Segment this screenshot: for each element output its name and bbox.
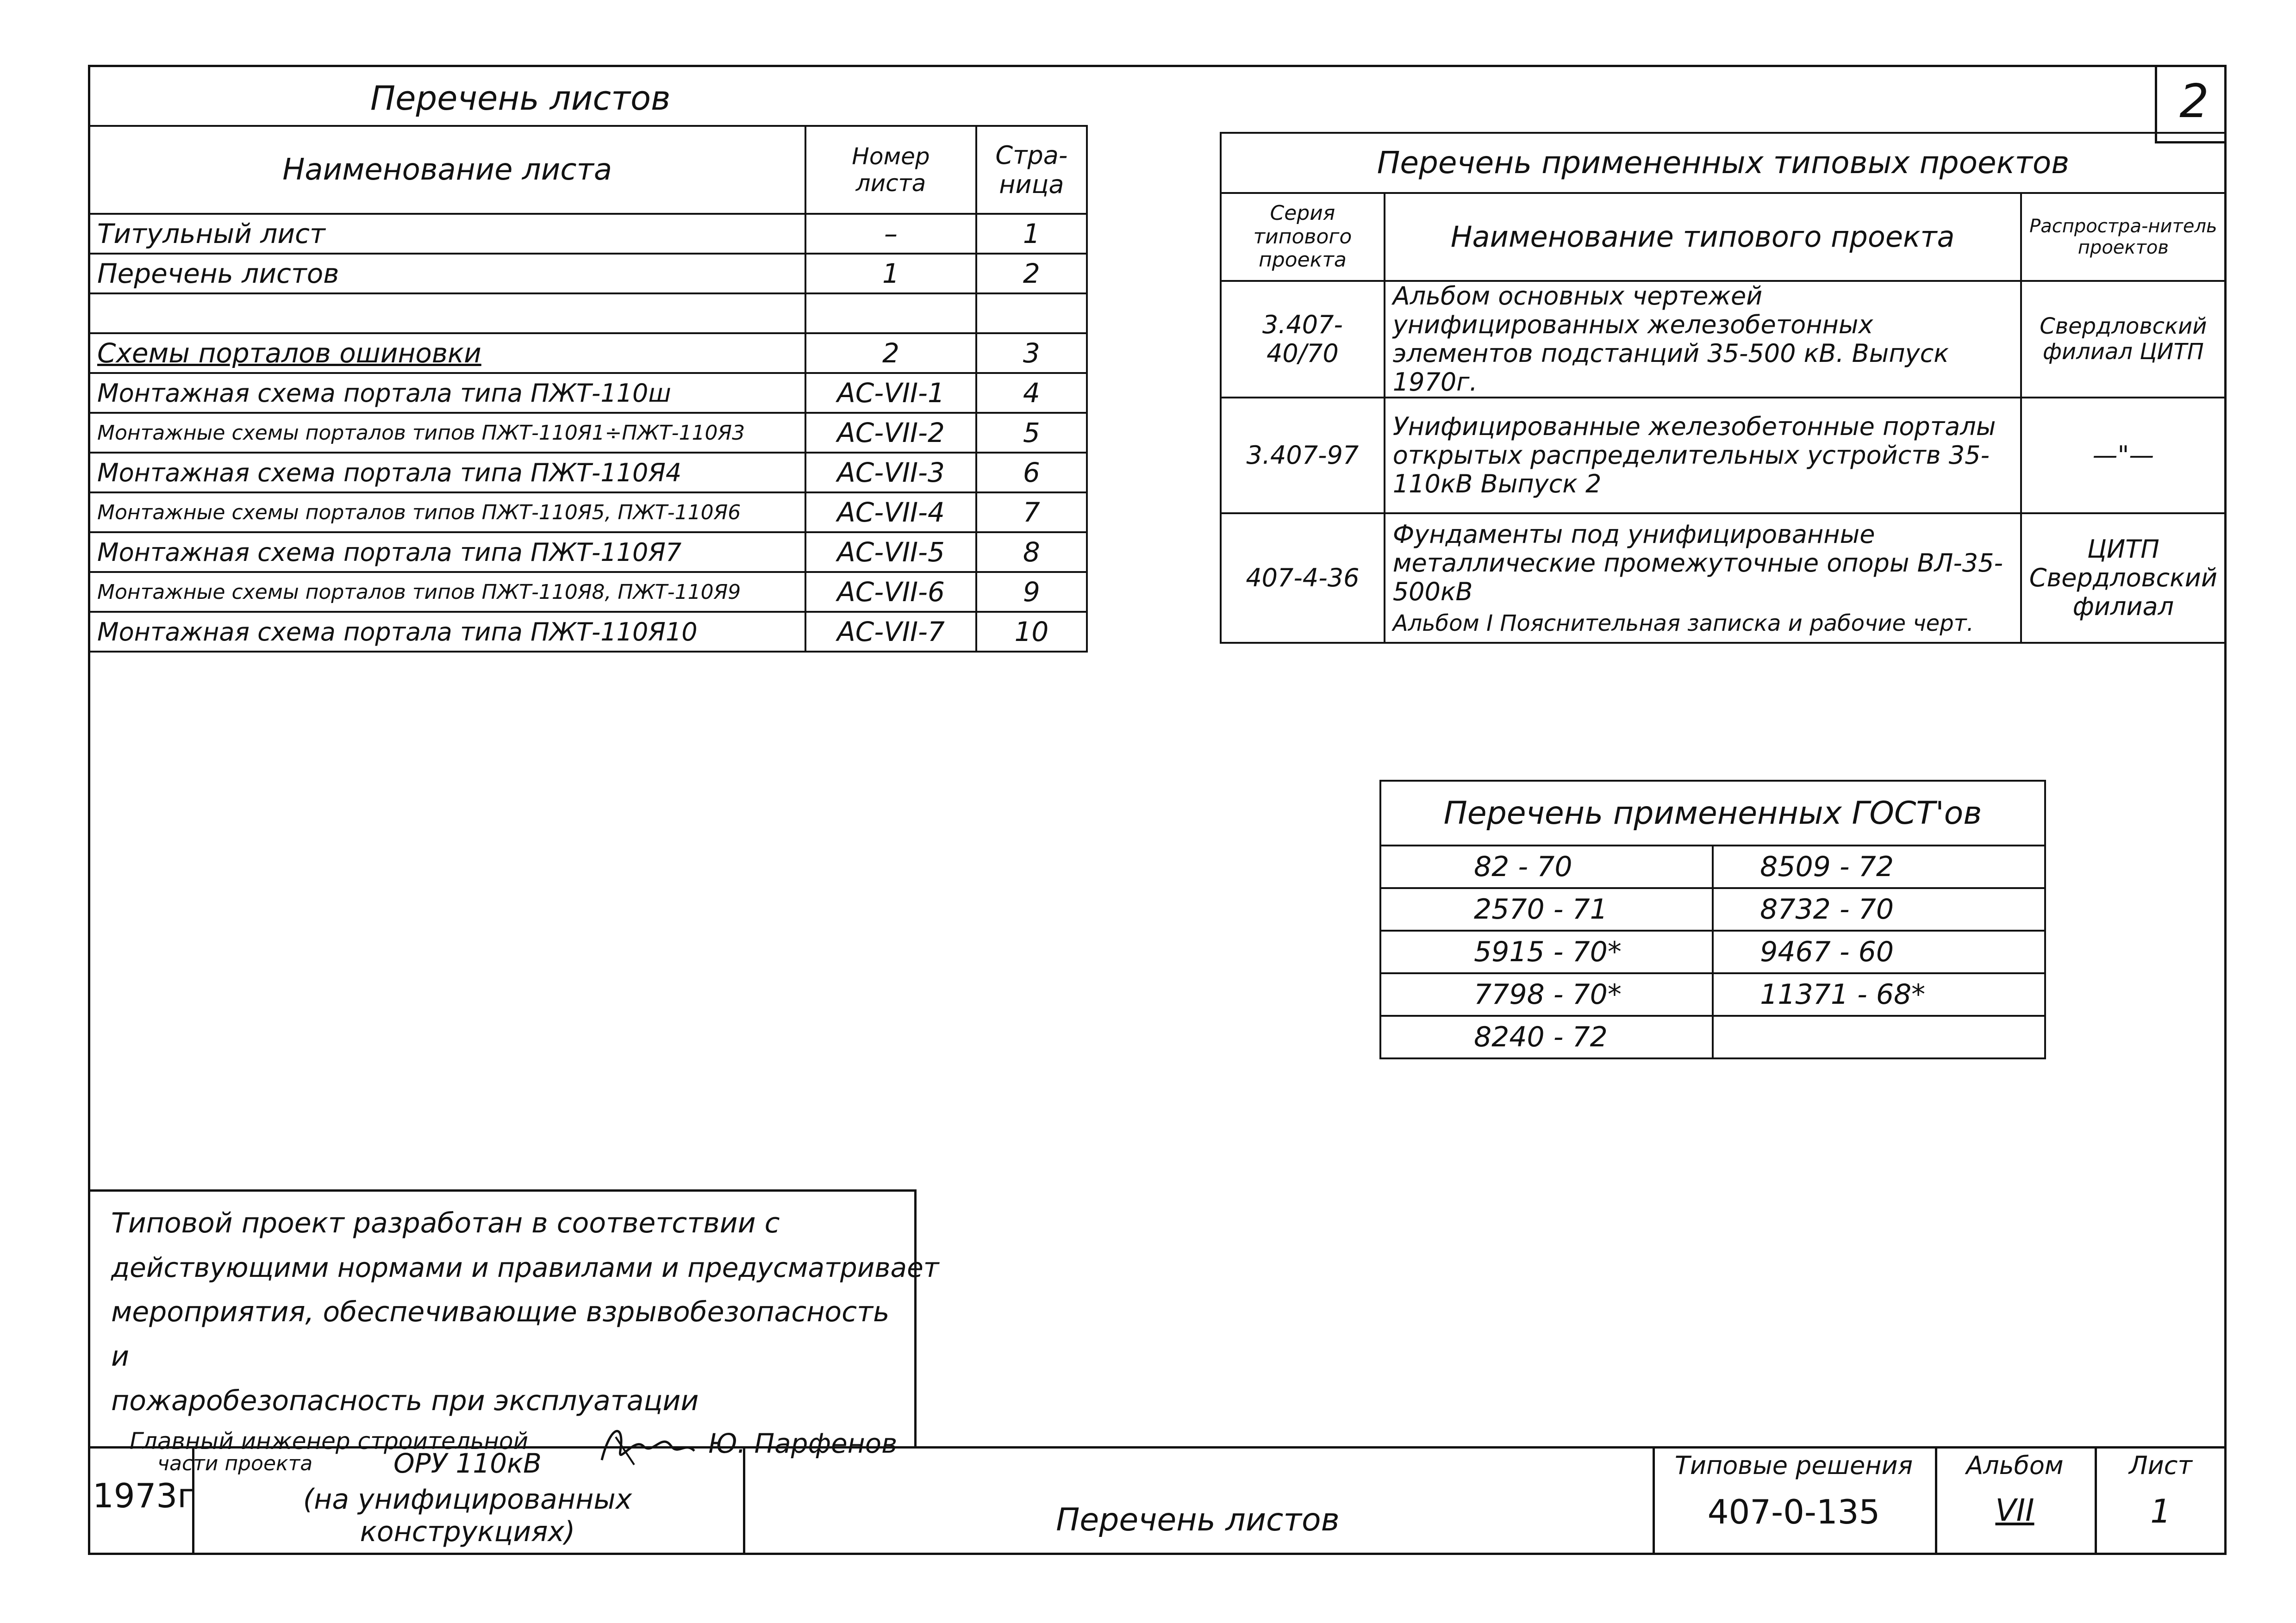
sheet-name: Перечень листов [89,254,805,293]
sheet-name [89,293,805,333]
sheets-header-row [89,126,1087,214]
projects-header-name: Наименование типового проекта [1385,193,2021,281]
note-line: пожаробезопасность при эксплуатации [111,1385,699,1417]
sheet-name: Монтажная схема портала типа ПЖТ-110Я10 [89,612,805,652]
table-row [89,214,1087,254]
table-row [89,453,1087,492]
sheets-header-page: Стра-ница [976,126,1087,214]
gost-title: Перечень примененных ГОСТ'ов [1380,781,2045,846]
sheet-number: АС-VII-1 [805,373,976,413]
note-line: Типовой проект разработан в соответствии с [111,1207,780,1239]
sheet-number: АС-VII-4 [805,492,976,532]
sheet-page: 2 [976,254,1087,293]
project-name: Альбом основных чертежей унифицированных железобетонных элементов подстанций 35-500 кВ. Выпуск 1970г. [1385,281,2021,398]
projects-table [1220,132,2227,644]
table-row [1221,513,2226,643]
project-distributor: —"— [2021,398,2226,513]
project-title-line2: (на унифицированных конструкциях) [303,1483,632,1548]
sheet-number: АС-VII-6 [805,572,976,612]
sheet-page: 5 [976,413,1087,453]
sheet-page: 10 [976,612,1087,652]
table-row [89,612,1087,652]
album-label: Альбом [1966,1451,2064,1480]
gost-code: 2570 - 71 [1380,888,1713,931]
gost-code [1713,1016,2045,1058]
sheet-page: 7 [976,492,1087,532]
table-row [1380,973,2045,1016]
project-name-cell [1385,513,2021,643]
project-series: 3.407-40/70 [1221,281,1385,398]
year: 1973г [93,1476,195,1515]
sheet-label: Лист [2129,1451,2192,1480]
title-block-div-2 [743,1446,745,1555]
sheet-page: 6 [976,453,1087,492]
table-row [89,293,1087,333]
gost-code: 5915 - 70* [1380,931,1713,973]
sheet-name: Монтажные схемы порталов типов ПЖТ-110Я1÷ПЖТ-110Я3 [89,413,805,453]
table-row [89,254,1087,293]
sheet-number: АС-VII-5 [805,532,976,572]
table-row [89,532,1087,572]
series-value: 407-0-135 [1707,1492,1880,1531]
sheet-name: Монтажная схема портала типа ПЖТ-110Я7 [89,532,805,572]
projects-header-distributor: Распростра-нитель проектов [2021,193,2226,281]
note-line: мероприятия, обеспечивающие взрывобезопасность и [111,1296,890,1373]
sheets-header-number: Номер листа [805,126,976,214]
project-series: 3.407-97 [1221,398,1385,513]
sheet-page: 4 [976,373,1087,413]
table-row [89,572,1087,612]
project-name: Унифицированные железобетонные порталы открытых распределительных устройств 35-110кВ Выпуск 2 [1385,398,2021,513]
project-distributor: Свердловский филиал ЦИТП [2021,281,2226,398]
sheet-name: Монтажная схема портала типа ПЖТ-110Я4 [89,453,805,492]
table-row [1380,846,2045,888]
album-value: VII [1995,1492,2034,1528]
sheet-name: Монтажные схемы порталов типов ПЖТ-110Я5, ПЖТ-110Я6 [89,492,805,532]
sheets-header-name: Наименование листа [89,126,805,214]
signer-role: Главный инженер строительной [130,1428,529,1455]
sheet-page: 8 [976,532,1087,572]
sheet-page: 1 [976,214,1087,254]
gost-code: 8509 - 72 [1713,846,2045,888]
project-series: 407-4-36 [1221,513,1385,643]
projects-title: Перечень примененных типовых проектов [1221,133,2226,193]
sheet-page: 9 [976,572,1087,612]
sheets-table [88,125,1088,653]
sheet-number [805,293,976,333]
sheet-title: Перечень листов [1056,1502,1340,1538]
project-name: Фундаменты под унифицированные металлические промежуточные опоры ВЛ-35-500кВ [1392,519,2003,606]
note-line: действующими нормами и правилами и предусматривает [111,1252,939,1283]
sheet-name: Титульный лист [89,214,805,254]
gost-table [1379,780,2046,1059]
projects-header-series: Серия типового проекта [1221,193,1385,281]
signer-name: Ю. Парфенов [708,1428,898,1459]
gost-code: 9467 - 60 [1713,931,2045,973]
table-row [1221,398,2226,513]
table-row [1221,281,2226,398]
table-row [89,413,1087,453]
sheet-number: 2 [805,333,976,373]
project-name-extra: Альбом I Пояснительная записка и рабочие черт. [1392,610,1974,636]
gost-title-row [1380,781,2045,846]
sheet-name: Схемы порталов ошиновки [89,333,805,373]
sheet-name: Монтажная схема портала типа ПЖТ-110ш [89,373,805,413]
sheet-number: АС-VII-7 [805,612,976,652]
sheet-value: 1 [2150,1492,2171,1530]
signer-role-2: части проекта [157,1452,313,1475]
projects-header-row [1221,193,2226,281]
table-row [89,492,1087,532]
sheet-number: – [805,214,976,254]
table-row [89,373,1087,413]
gost-code: 82 - 70 [1380,846,1713,888]
series-label: Типовые решения [1674,1451,1913,1480]
gost-code: 8240 - 72 [1380,1016,1713,1058]
project-title-line1: ОРУ 110кВ [393,1448,542,1479]
sheet-number: АС-VII-2 [805,413,976,453]
projects-title-row [1221,133,2226,193]
sheet-number: 1 [805,254,976,293]
table-row [1380,931,2045,973]
table-row [1380,1016,2045,1058]
corner-sheet-number: 2 [2179,74,2209,128]
sheet-number: АС-VII-3 [805,453,976,492]
sheet-page [976,293,1087,333]
sheet-page: 3 [976,333,1087,373]
gost-code: 8732 - 70 [1713,888,2045,931]
table-row [89,333,1087,373]
project-distributor: ЦИТП Свердловский филиал [2021,513,2226,643]
gost-code: 11371 - 68* [1713,973,2045,1016]
sheet-name: Монтажные схемы порталов типов ПЖТ-110Я8, ПЖТ-110Я9 [89,572,805,612]
gost-code: 7798 - 70* [1380,973,1713,1016]
sheets-list-title: Перечень листов [370,79,671,118]
table-row [1380,888,2045,931]
